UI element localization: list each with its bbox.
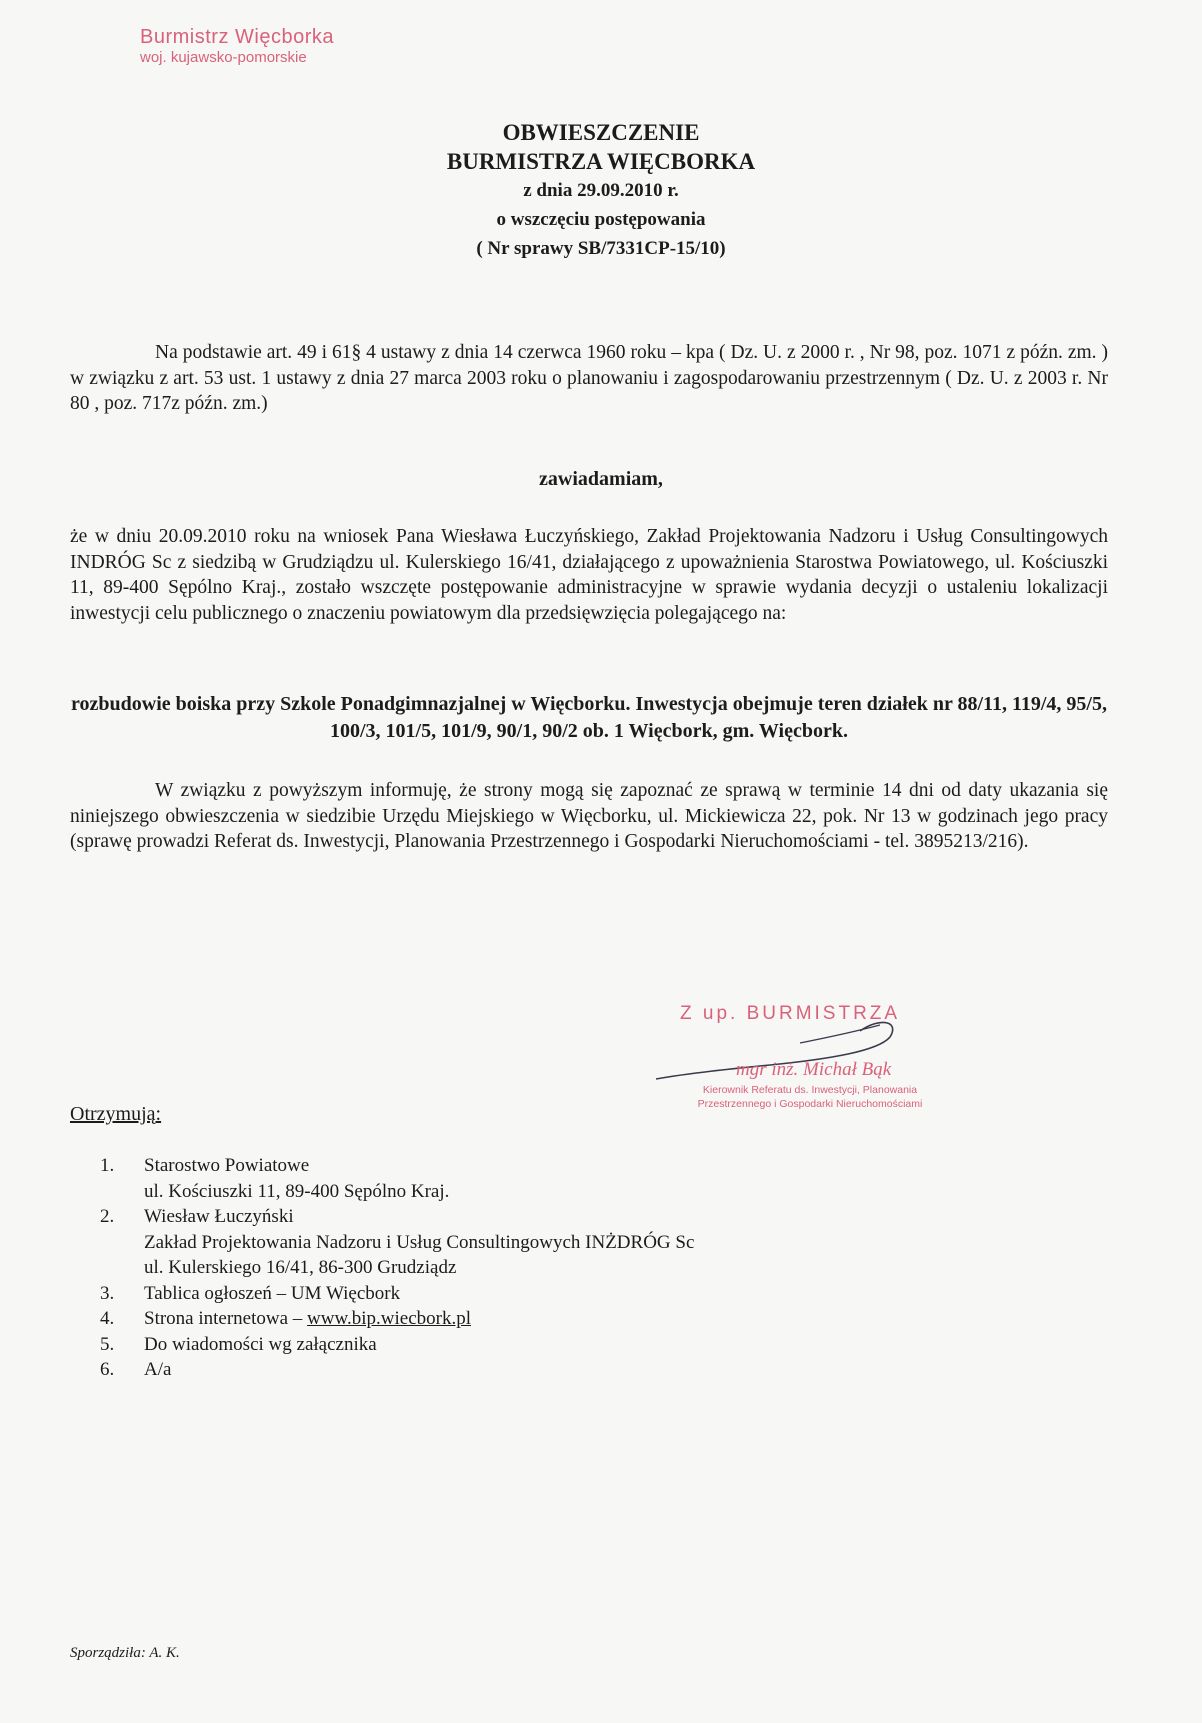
notify-heading: zawiadamiam, <box>539 468 663 490</box>
list-item-line: A/a <box>144 1359 172 1380</box>
notice-title: OBWIESZCZENIE <box>502 120 700 145</box>
list-item-number: 6. <box>100 1359 115 1380</box>
recipients-list <box>100 1153 860 1383</box>
list-item-line: Zakład Projektowania Nadzoru i Usług Consultingowych INŻDRÓG Sc <box>144 1231 695 1253</box>
list-item <box>100 1306 860 1332</box>
signature-stamp <box>650 1003 970 1113</box>
list-item-line <box>144 1306 860 1332</box>
list-item <box>100 1153 860 1204</box>
list-item-line: Starostwo Powiatowe <box>144 1155 310 1176</box>
list-item-number: 2. <box>100 1206 115 1227</box>
list-item-number: 1. <box>100 1155 115 1176</box>
list-item-line: Tablica ogłoszeń – UM Więcbork <box>144 1282 401 1304</box>
signatory-role-line-1: Kierownik Referatu ds. Inwestycji, Planowania <box>702 1084 918 1096</box>
notice-date: z dnia 29.09.2010 r. <box>523 180 679 201</box>
list-item-line: ul. Kościuszki 11, 89-400 Sępólno Kraj. <box>144 1180 450 1202</box>
issuer-title: BURMISTRZA WIĘCBORKA <box>446 149 756 174</box>
list-item-number: 4. <box>100 1308 115 1329</box>
list-item <box>100 1204 860 1281</box>
list-item-line: Wiesław Łuczyński <box>144 1206 294 1227</box>
list-item-text: Strona internetowa – <box>144 1308 308 1329</box>
notice-subject: o wszczęciu postępowania <box>496 209 706 230</box>
list-item-number: 3. <box>100 1282 115 1304</box>
website-link[interactable]: www.bip.wiecbork.pl <box>307 1308 471 1329</box>
signature-title: Z up. BURMISTRZA <box>680 1003 901 1024</box>
notice-body-paragraph: że w dniu 20.09.2010 roku na wniosek Pana Wiesława Łuczyńskiego, Zakład Projektowania Nadzoru i Usług Consultingowych INDRÓG Sc z siedzibą w Grudziądzu ul. Kulerskiego 16/41, działającego z upoważnienia Starostwa Powiatowego, ul. Kościuszki 11, 89-400 Sępólno Kraj., zostało wszczęte postępowanie administracyjne w sprawie wydania decyzji o ustaleniu lokalizacji inwestycji celu publicznego o znaczeniu powiatowym dla przedsięwzięcia polegającego na: <box>70 526 1108 624</box>
list-item <box>100 1281 860 1307</box>
signatory-role <box>650 1083 970 1111</box>
case-number: ( Nr sprawy SB/7331CP-15/10) <box>476 238 726 259</box>
information-paragraph: W związku z powyższym informuję, że strony mogą się zapoznać ze sprawą w terminie 14 dni od daty ukazania się niniejszego obwieszczenia w siedzibie Urzędu Miejskiego w Więcborku, ul. Mickiewicza 22, pok. Nr 13 w godzinach jego pracy (sprawę prowadzi Referat ds. Inwestycji, Planowania Przestrzennego i Gospodarki Nieruchomościami - tel. 3895213/216). <box>70 780 1108 852</box>
investment-description: rozbudowie boiska przy Szkole Ponadgimnazjalnej w Więcborku. Inwestycja obejmuje teren działek nr 88/11, 119/4, 95/5, 100/3, 101/5, 101/9, 90/1, 90/2 ob. 1 Więcbork, gm. Więcbork. <box>71 693 1107 742</box>
prepared-by-note: Sporządziła: A. K. <box>70 1645 180 1661</box>
list-item <box>100 1332 860 1358</box>
list-item-line: ul. Kulerskiego 16/41, 86-300 Grudziądz <box>144 1257 457 1278</box>
stamp-line-2: woj. kujawsko-pomorskie <box>140 49 307 66</box>
list-item <box>100 1357 860 1383</box>
list-item-line: Do wiadomości wg załącznika <box>144 1333 377 1355</box>
recipients-heading: Otrzymują: <box>70 1103 162 1125</box>
legal-basis-paragraph: Na podstawie art. 49 i 61§ 4 ustawy z dnia 14 czerwca 1960 roku – kpa ( Dz. U. z 2000 r. , Nr 98, poz. 1071 z późn. zm. ) w związku z art. 53 ust. 1 ustawy z dnia 27 marca 2003 roku o planowaniu i zagospodarowaniu przestrzennym ( Dz. U. z 2003 r. Nr 80 , poz. 717z późn. zm.) <box>70 342 1108 414</box>
stamp-line-1: Burmistrz Więcborka <box>140 26 334 48</box>
list-item-number: 5. <box>100 1333 115 1355</box>
signatory-role-line-2: Przestrzennego i Gospodarki Nieruchomościami <box>697 1098 923 1110</box>
signatory-name: mgr inż. Michał Bąk <box>736 1059 892 1080</box>
notice-header <box>0 118 1202 263</box>
office-stamp <box>140 26 334 66</box>
